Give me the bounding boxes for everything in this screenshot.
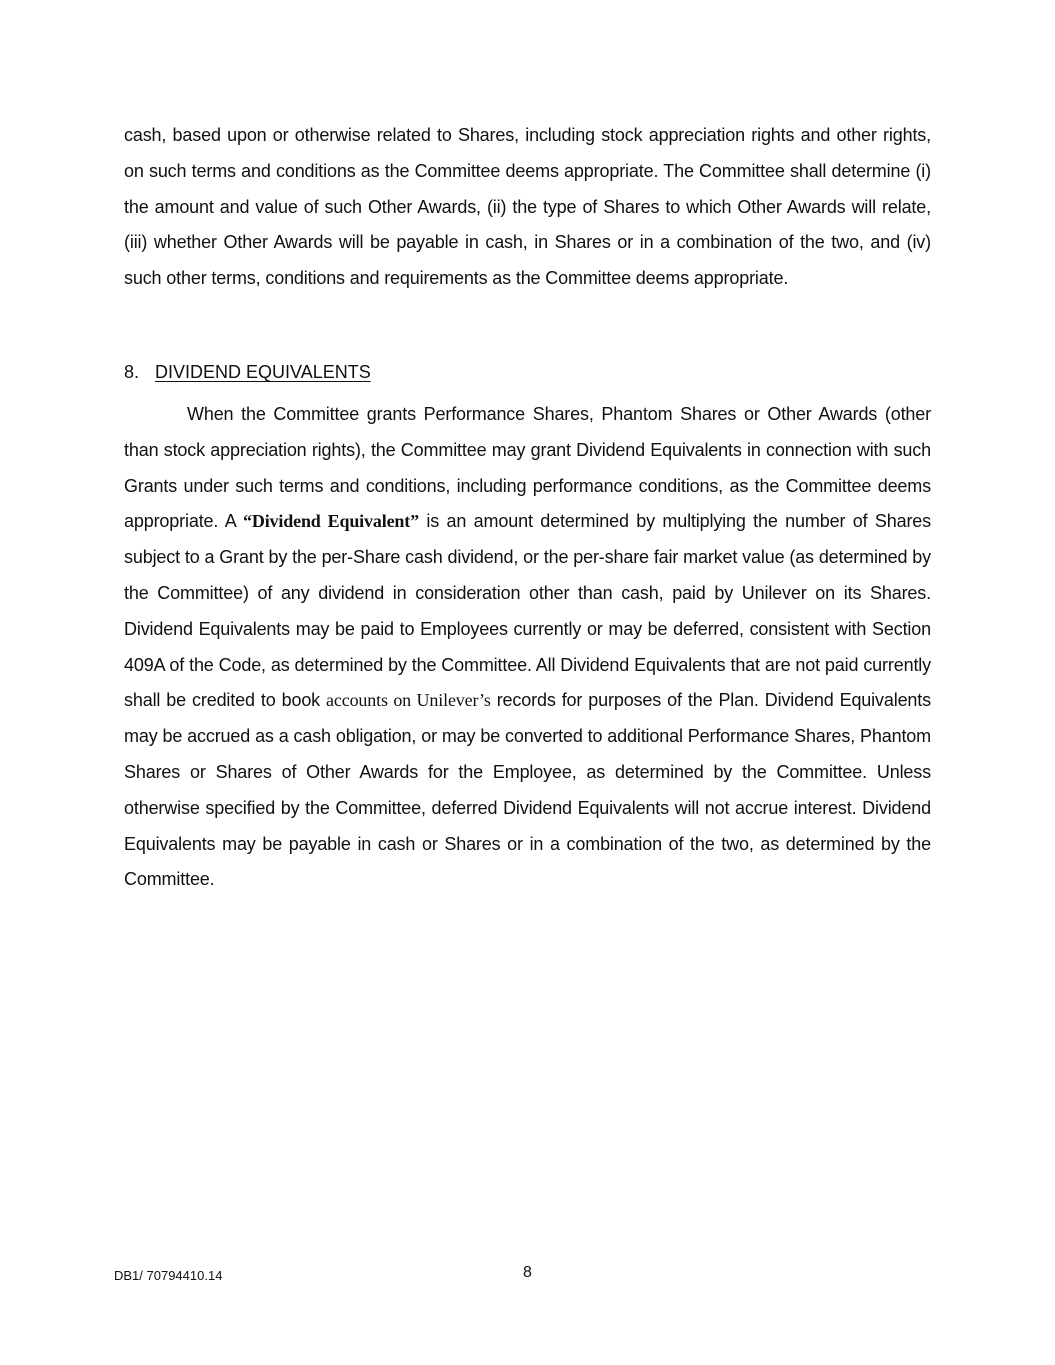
continued-paragraph: cash, based upon or otherwise related to Shares, including stock appreciation rights and other rights, on such terms and conditions as the Committee deems appropriate. The Committee shall determine (i) the amount and value of such Other Awards, (ii) the type of Shares to which Other Awards will relate, (iii) whether Other Awards will be payable in cash, in Shares or in a combination of the two, and (iv) such other terms, conditions and requirements as the Committee deems appropriate. — [124, 125, 931, 289]
section-title: DIVIDEND EQUIVALENTS — [155, 362, 371, 382]
page-number: 8 — [523, 1264, 532, 1281]
section-number: 8. — [124, 362, 140, 382]
body-text-part-1: When the Committee grants Performance Shares, Phantom Shares or Other Awards (other than stock appreciation rights), the Committee may grant Dividend Equivalents in connection with such Grants under such terms and conditions, including performance conditions, as the Committee deems appropriate. A — [124, 404, 931, 532]
body-text-part-2: is an amount determined by multiplying the number of Shares subject to a Grant by the per-Share cash dividend, or the per-share fair market value (as determined by the Committee) of any dividend in consideration other than cash, paid by Unilever on its Shares. Dividend Equivalents may be paid to Employees currently or may be deferred, consistent with Section 409A of the Code, as determined by the Committee. All Dividend Equivalents that are not paid currently shall be credited to book — [124, 511, 932, 711]
section-body-paragraph — [124, 397, 931, 898]
body-serif-run: accounts on Unilever’s — [326, 690, 491, 711]
section-heading — [124, 358, 371, 386]
footer-document-id: DB1/ 70794410.14 — [114, 1268, 223, 1283]
body-text-part-3: records for purposes of the Plan. Dividend Equivalents may be accrued as a cash obligation, or may be converted to additional Performance Shares, Phantom Shares or Shares of Other Awards for the Employee, as determined by the Committee. Unless otherwise specified by the Committee, deferred Dividend Equivalents will not accrue interest. Dividend Equivalents may be payable in cash or Shares or in a combination of the two, as determined by the Committee. — [124, 690, 931, 890]
defined-term: “Dividend Equivalent” — [243, 511, 419, 532]
